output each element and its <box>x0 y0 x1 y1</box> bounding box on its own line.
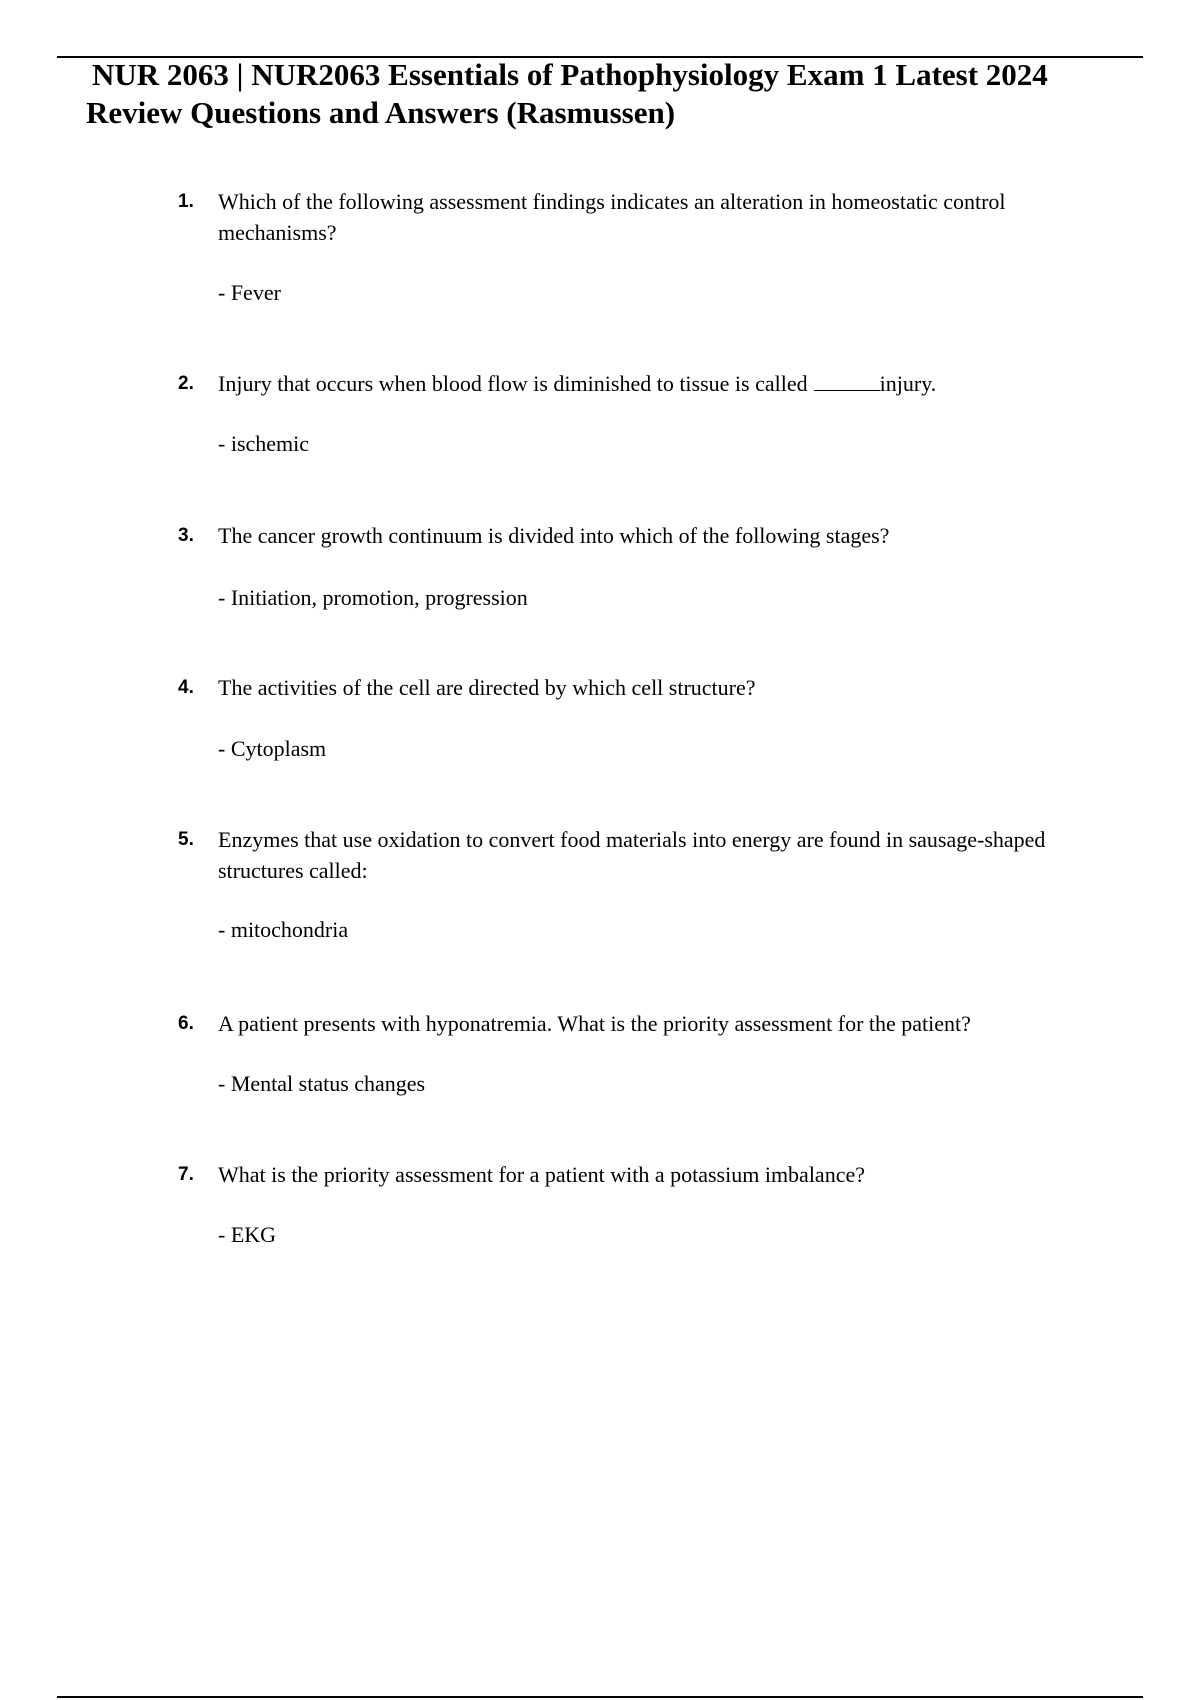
fill-in-blank-line <box>814 372 880 391</box>
question-number: 4. <box>178 677 194 698</box>
answer-text: - Cytoplasm <box>218 736 327 761</box>
question-number: 7. <box>178 1164 194 1185</box>
document-title-line-1: NUR 2063 | NUR2063 Essentials of Pathophysiology Exam 1 Latest 2024 <box>92 57 1048 92</box>
question-text-after-blank: injury. <box>879 371 937 396</box>
question-text: Enzymes that use oxidation to convert food materials into energy are found in sausage-shaped structures called: <box>218 827 1046 883</box>
question-text-before-blank: Injury that occurs when blood flow is diminished to tissue is called <box>218 371 808 396</box>
question-text: What is the priority assessment for a patient with a potassium imbalance? <box>218 1162 865 1187</box>
question-number: 2. <box>178 373 194 394</box>
answer-text: - ischemic <box>218 431 310 456</box>
question-number: 5. <box>178 829 194 850</box>
question-text <box>218 368 1068 399</box>
question-number: 3. <box>178 525 194 546</box>
question-text: The cancer growth continuum is divided into which of the following stages? <box>218 523 890 548</box>
question-text: A patient presents with hyponatremia. What is the priority assessment for the patient? <box>218 1011 971 1036</box>
answer-text: - Mental status changes <box>218 1071 426 1096</box>
answer-text: - mitochondria <box>218 917 349 942</box>
document-title-line-2: Review Questions and Answers (Rasmussen) <box>86 95 676 130</box>
question-text: Which of the following assessment findings indicates an alteration in homeostatic control mechanisms? <box>218 189 1006 245</box>
question-number: 6. <box>178 1013 194 1034</box>
question-number: 1. <box>178 191 194 212</box>
question-text: The activities of the cell are directed by which cell structure? <box>218 675 756 700</box>
bottom-rule <box>57 1696 1143 1698</box>
answer-text: - Initiation, promotion, progression <box>218 585 528 610</box>
answer-text: - Fever <box>218 280 281 305</box>
answer-text: - EKG <box>218 1222 277 1247</box>
